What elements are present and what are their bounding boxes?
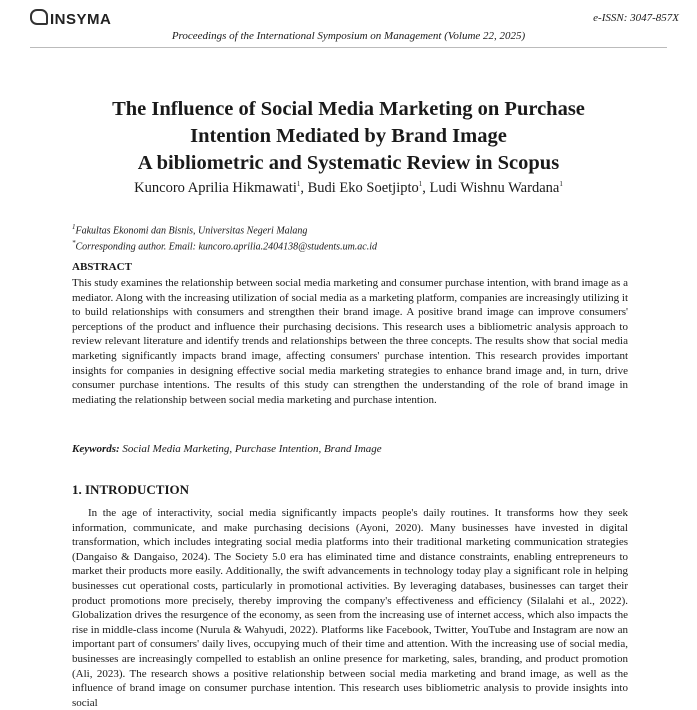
keywords-label: Keywords: bbox=[72, 443, 120, 455]
proceedings-title: Proceedings of the International Symposium on Management (Volume 22, 2025) bbox=[171, 30, 526, 42]
affiliation-line: Fakultas Ekonomi dan Bisnis, Universitas Negeri Malang bbox=[75, 225, 308, 237]
insyma-logo bbox=[30, 9, 111, 28]
author-list: Kuncoro Aprilia Hikmawati$^1$, Budi Eko Soetjipto$^1$, Ludi Wishnu Wardana$^1$ bbox=[134, 180, 563, 196]
page-header bbox=[0, 0, 697, 60]
affiliations: $^1$Fakultas Ekonomi dan Bisnis, Universitas Negeri Malang *Corresponding author. Email: kuncoro.aprilia.2404138@students.um.ac.id bbox=[72, 223, 378, 253]
header-divider bbox=[30, 47, 667, 48]
corresponding-author: Corresponding author. Email: kuncoro.aprilia.2404138@students.um.ac.id bbox=[75, 241, 378, 253]
abstract-text: This study examines the relationship between social media marketing and consumer purchase intention, with brand image as a mediator. Along with the increasing utilization of social media as a marketing platform, companies are increasingly utilizing it to build relationships with consumers and strengthen their brand image. A positive brand image can improve consumers' perceptions of the product and influence their purchasing decisions. This research uses a bibliometric analysis approach to review relevant literature and identify trends and relationships between the three concepts. The results show that social media marketing significantly impacts brand image, affecting consumers' purchase intention. This research provides important insights for companies in designing effective social media marketing strategies to enhance brand image and, in turn, drive consumer purchase intentions. The results of this study can strengthen the understanding of the role of brand image in mediating the relationship between social media marketing and purchase intention. bbox=[72, 277, 628, 406]
author-2-sup: 1 bbox=[418, 180, 423, 189]
logo-text: INSYMA bbox=[50, 11, 112, 28]
title-line-1: The Influence of Social Media Marketing on Purchase bbox=[112, 98, 585, 120]
paper-title bbox=[40, 96, 657, 177]
author-1: Kuncoro Aprilia Hikmawati bbox=[134, 180, 297, 196]
author-1-sup: 1 bbox=[296, 180, 301, 189]
abstract-heading: ABSTRACT bbox=[72, 261, 132, 273]
title-line-2: Intention Mediated by Brand Image bbox=[190, 125, 507, 147]
section-heading-introduction: 1. INTRODUCTION bbox=[72, 482, 190, 497]
author-3: Ludi Wishnu Wardana bbox=[429, 180, 560, 196]
issn-label: e-ISSN: 3047-857X bbox=[593, 12, 679, 24]
introduction-text: In the age of interactivity, social media significantly impacts people's daily routines. It transforms how they seek information, communicate, and make purchasing decisions (Ayoni, 2020). Many businesses have invested in digital transformation, which includes integrating social media platforms into their traditional marketing communication strategies (Dangaiso & Dangaiso, 2024). The Society 5.0 era has eliminated time and distance constraints, enabling entrepreneurs to market their products more easily. Additionally, the swift advancements in technology today play a significant role in helping businesses cut operational costs, particularly in promotional activities. By leveraging databases, businesses can target their product promotions more precisely, thereby improving the company's effectiveness and efficiency (Silalahi et al., 2022). Globalization drives the resurgence of the economy, as seen from the increasing use of internet access, which also impacts the rise in middle-class income (Nurula & Wahyudi, 2022). Platforms like Facebook, Twitter, YouTube and Instagram are now an important part of consumers' daily lives, occupying much of their time and attention. With the increasing use of social media, businesses are increasingly compelled to establish an online presence for marketing, sales, branding, and product promotion (Ali, 2023). The research shows a positive relationship between social media marketing and brand image, as well as the influence of brand image on consumer purchase intention. This research uses bibliometric analysis to provide insights into social bbox=[72, 507, 628, 709]
author-2: Budi Eko Soetjipto bbox=[307, 180, 419, 196]
author-3-sup: 1 bbox=[559, 180, 563, 189]
affil-sup: 1 bbox=[72, 223, 76, 231]
logo-mark-icon bbox=[30, 9, 48, 25]
keywords-list: Social Media Marketing, Purchase Intention, Brand Image bbox=[122, 443, 382, 455]
keywords-line bbox=[72, 443, 628, 455]
title-line-3: A bibliometric and Systematic Review in Scopus bbox=[137, 152, 560, 174]
